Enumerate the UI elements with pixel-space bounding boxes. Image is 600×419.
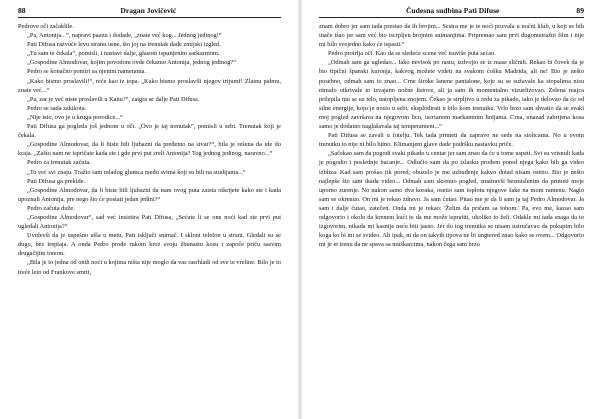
left-page-body (18, 22, 281, 415)
right-running-head: Čudesna sudbina Pati Difuse (405, 6, 500, 15)
right-page (301, 0, 600, 419)
paragraph: Uvidevši da je uspešno ušla u metu, Pati isključi snimač. I skloni telefon u strani. Gledali su se dugo, bez treptaja. A onda Pedro prođe rukom kroz svoju žbunastu kosu i započe priču sasvim drugačijim tonom. (18, 232, 281, 258)
right-page-number: 89 (576, 6, 584, 15)
left-page (0, 0, 299, 419)
paragraph: „Kako bismo proslavili!“, reče kao iz topa. „Kako bismo proslavili njegov trijumf! Zlatnu palmu, znate već...“ (18, 77, 281, 94)
paragraph: „Gospodine Almodovar, da li biste bili ljubazni da nam ovog puta zaista otkrijete kako ste i kada upoznali Antonija, pre nego što će postati jedan jedini?“ (18, 186, 281, 203)
paragraph: „Tu sam te čekala“, pomisli, i nastavi dalje, glasom ispunjenim sarkazmom. (27, 50, 220, 58)
paragraph: „Odmah sam ga ugledao... Iako nevisok po rastu, izdvojio se iz mase sličnih. Rekao bi čovek da je bio tipični španski kuronja, kakvog možete videti na svakom ćošku Madrida, ali ne! Bio je nešto posebno, odmah sam to znao... Crne široke lanene pantalone, koje su se sužavale ka stopalima nisu nimalo otkrivale to izvajano nožne listove, ali ja sam ih momentalno vizuelizovao. Zelena majca prilepila mu se uz telo, natopljena znojem. Čekao je strpljivo u redu za pikado, iako je delovao da će od silne energije, koju je nosio u sebi, eksplodirati u bilo kom trenutku. Vrlo brzo sam shvatio da se svaki moj pogled završava na njegovom licu, iscrtanom markantnim linijama. Crna, unazad zabrijena kosa samo je dodatno naglašavala taj temperament...“ (319, 59, 584, 131)
paragraph: Pati Difusa ga pogleda još jednom u oči. „Ovo je taj trenutak“, pomisli u sebi. Trenutak koji je čekala. (18, 123, 281, 140)
left-running-head: Dragan Jovičević (120, 6, 177, 15)
paragraph: „Sačekao sam da pogodi svaki pikado u centar jer sam znao da će u tome uspeti. Svi su vrisnuli kada je pogodio i poslednje bacanje... Odlučio sam da po izlasku prođem pored njega kako bih ga video izbliza. Kad sam prošao tik pored, obuzelo je me uzbuđenje kakvo dotad nisam osetio. Bio je nešto najlepše što sam ikada video... Odmah sam skrenuo pogled, smatravši besmislenim da primeti moje uporno zurenje. No nakon samo dva koraka, osetio sam toplotu njegove šake na mom ramenu. Naglo sam se okrenuo. On mi je rekao zdravo. Ja sam ćutao. Pitao me je da li sam ja taj Pedro Almodovar. Ja sam i dalje ćutao, zatečen. Onda mi je rekao: 'Želim da pričam sa tobom.' Pa, evo me, kazao sam odgovorio i okolo da krenem kući te da me može ispratiti, ukoliko to želi. Odakle mi tada snaga da to izgovorim, nikada mi kasnije neće biti jasno. Jer do tog trenutka se nisam ustručavao da pokupim bilo koga ko bi mi se svideo. Ali ipak, ni da on takvih tipova ne bi ungtered znao kako se ovem... Odgovorio mi je et trenu da ne spava sa muškarcima, nakon čega sam brzo (319, 150, 584, 249)
paragraph: „Gospodine Almodovar“, sad već insistira Pati Difusa, „Sećate li se one noći kad ste prvi put ugledali Antonija?“ (18, 213, 281, 231)
paragraph: Pati Difusa ga prekide. (27, 177, 86, 185)
paragraph: Pedro se konačno pomiri sa njenim namerama. (27, 68, 146, 76)
paragraph: „Gospodine Almodovar, kojim povodom ovde čekamo Antonija, jednog jedinog?“ (27, 59, 237, 67)
left-page-number: 88 (18, 6, 26, 15)
paragraph: Pedro protrlja oči. Kao da se sledeće scene već isuviše puta sećao. (328, 50, 496, 58)
right-page-header (319, 6, 584, 18)
paragraph: „Pa, Antonija...“, napravi pauzu i dodade, „znate već kog... Jednog jedinog!“ (27, 32, 222, 40)
paragraph: Pati Difusa razvuče levu stranu usne, što joj na trenutak dade zmijski izgled. (27, 41, 221, 49)
right-page-body (319, 22, 584, 415)
paragraph: Pedrove oči začaklile. (18, 23, 74, 30)
paragraph: „Bila je to jedna od onih noći u kojima ništa nije moglo da vas rasrhladi od sve te vreline. Bilo je to treće leto od Frankove smrti, (18, 259, 281, 276)
paragraph: „To već svi znaju. Tražio sam mladog glumca među svima koji su bili na studijama...“ (27, 168, 246, 176)
paragraph: Pedro za trenutak začuta. (27, 159, 91, 167)
paragraph: Pati Difusa se zavali u fotelju. Tek tada primeti da zapravo ne sede na stolicama. No u ovom trenutku to nije ni bilo bitno. Klimanjem glave dade podršku nastavku priče. (319, 132, 584, 149)
paragraph: Pedro začuta duže. (27, 204, 75, 212)
paragraph: „Gospodine Almodovar, da li biste bili ljubazni da pređemo na stvar?“, bila je rešena da ide do kraja. „Zašto nam ne ispričate kada ste i gde prvi put sreli Antonija? Tog jednog jedinog, naravno...“ (18, 141, 281, 158)
paragraph: Pedro se sada zakikota. (27, 104, 87, 112)
left-page-header (18, 6, 281, 18)
paragraph: „Nije isto, ovo je u krugu porodice...“ (27, 113, 123, 121)
paragraph: znam dobro jer sam tada prestao da ih brojim... Sestra me je te noći pozvala u noćni klub, u koji se bih inače išao jer sam već bio iscrpljen brojnim snimanjima. Pripremao sam prvi dugometražni film i nije mi bilo svejedno kako će ispasti.“ (319, 23, 584, 49)
paragraph: „Pa, zar je već niste proslavili u Kanu?“, zaigra se dalje Pati Difusa. (27, 95, 200, 103)
